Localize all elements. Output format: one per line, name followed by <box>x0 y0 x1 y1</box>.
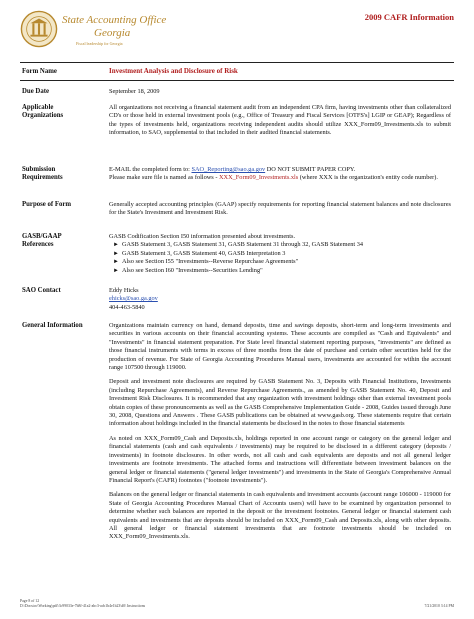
purpose-text: Generally accepted accounting principles (GAAP) specify requirements for reporting financial statement balances and note disclosures for the State's Investment and Investment Risk. <box>109 201 451 217</box>
due-date-value: September 18, 2009 <box>109 88 160 95</box>
general-info-label: General Information <box>22 322 83 329</box>
gasb-item: ► GASB Statement 3, GASB Statement 40, GASB Interpretation 3 <box>113 249 286 257</box>
bullet-icon: ► <box>113 250 119 257</box>
submission-email-link[interactable]: SAO_Reporting@sao.ga.gov <box>191 166 266 173</box>
form-name-label: Form Name <box>22 68 57 75</box>
file-name: XXX_Form09_Investments.xls <box>219 174 299 182</box>
file-prefix: Please make sure file is named as follows - <box>109 174 219 182</box>
contact-phone: 404-463-5840 <box>109 303 145 311</box>
purpose-label: Purpose of Form <box>22 201 72 208</box>
logo-org-name: State Accounting Office <box>62 14 167 26</box>
logo-state-name: Georgia <box>94 27 131 39</box>
logo-tagline: Fiscal leadership for Georgia <box>76 41 123 46</box>
cafr-header-label: 2009 CAFR Information <box>364 12 454 22</box>
general-paragraph-1: Organizations maintain currency on hand, demand deposits, time and savings deposits, short-term and long-term investments and securities in various accounts on their financial accounting systems. These accounts are compiled as "Cash and Equivalents" and "Investments" in financial statement preparation. For State level financial statement reporting purposes, "investments" are defined as those financial instruments with terms in excess of three months from the date of purchase and certain other securities held for the production of revenue. For State of Georgia Accounting Procedures Manual users, investments are accounted for within the account range 107500 through 119000. <box>109 322 451 372</box>
general-info-text <box>109 322 451 548</box>
gasb-intro: GASB Codification Section I50 information presented about investments. <box>109 233 296 240</box>
email-prefix: E-MAIL the completed form to: <box>109 166 192 173</box>
sao-contact-label: SAO Contact <box>22 287 61 294</box>
applicable-label: Applicable Organizations <box>22 104 64 120</box>
header-rule <box>20 62 454 63</box>
gasb-label: GASB/GAAP References <box>22 233 62 249</box>
georgia-seal-icon <box>20 10 58 48</box>
sao-logo <box>20 8 230 52</box>
bullet-icon: ► <box>113 242 119 249</box>
submission-label: Submission Requirements <box>22 166 63 182</box>
form-name-value: Investment Analysis and Disclosure of Risk <box>109 67 238 75</box>
gasb-section <box>109 233 451 275</box>
general-paragraph-2: Deposit and investment note disclosures are required by GASB Statement No. 3, Deposits with Financial Institutions, Investments (including Repurchase Agreements), and Reverse Repurchase Agreements., as amended by GASB Statement No. 40, Deposit and Investment Risk Disclosures. It is recommended that any organization with investment holdings other than external investment pools obtain copies of these pronouncements as well as the GASB Comprehensive Implementation Guide - 2008, Guides issued through June 30, 2008, Questions and Answers . These GASB publications can be obtained at www.gasb.org. These statements require that certain information about holdings included in the financial statements be disclosed in the notes to those financial statements <box>109 378 451 428</box>
page-footer <box>20 599 145 609</box>
sao-contact-block <box>109 287 451 312</box>
gasb-list <box>109 241 451 275</box>
gasb-item: ► Also see Section I55 "Investments--Reverse Repurchase Agreements" <box>113 258 299 266</box>
general-paragraph-4: Balances on the general ledger or financial statements in cash equivalents and investment accounts (account range 106000 - 119000 for State of Georgia Accounting Procedures Manual Chart of Accounts users) will have to be examined by organization personnel to determine whether such balances are reported in the deposit or the investment footnotes. General ledger or financial statement cash equivalents and investments that are deposits should be included on XXX_Form09_Cash and Deposits.xls, along with other deposits. All general ledger or financial statement investments that are footnote investments should be included on XXX_Form09_Investments.xls. <box>109 491 451 541</box>
due-date-label: Due Date <box>22 88 49 95</box>
bullet-icon: ► <box>113 267 119 274</box>
gasb-item: ► GASB Statement 3, GASB Statement 31, GASB Statement 31 through 32, GASB Statement 34 <box>113 241 364 249</box>
title-rule <box>20 80 454 81</box>
contact-name: Eddy Hicks <box>109 287 139 294</box>
bullet-icon: ► <box>113 259 119 266</box>
file-path: D:\Docstoc\Working\pdf\3c99033e-7b8f-41a2-abc3-acb1b4e1b23\d0\ Instructions <box>20 604 146 608</box>
gasb-item: ► Also see Section I60 "Investments--Securities Lending" <box>113 266 263 274</box>
contact-email-link[interactable]: ehicks@sao.ga.gov <box>109 295 158 303</box>
file-suffix: (where XXX is the organization's entity code number). <box>298 174 438 182</box>
page-number: Page 8 of 12 <box>20 599 40 603</box>
submission-text <box>109 166 451 183</box>
applicable-text: All organizations not receiving a financial statement audit from an independent CPA firm, having investments other than collateralized CD's or those held in external investment pools (e.g., Office of Treasury and Fiscal Services [OTFS's] LGIP or GEAP); Regardless of the types of investments held, organizations receiving independent audits should utilize XXX_Form09_Investments.xls to submit information, to SAO, supplemental to that included in their audited financial statements. <box>109 104 451 137</box>
footer-date: 7/21/2010 3:14 PM <box>424 604 454 608</box>
email-suffix: DO NOT SUBMIT PAPER COPY. <box>265 166 356 173</box>
general-paragraph-3: As noted on XXX_Form09_Cash and Deposits.xls, holdings reported in one account range or category on the general ledger and financial statements (cash and cash equivalents / investments) may be required to be disclosed in a different category (deposits / investments) in footnote disclosures. In other words, not all cash and cash equivalents are deposits and not all general ledger investments are footnote investments. The attached forms and instructions will differentiate between investment balances on the general ledger or financial statements ("general ledger investments") and investments in the State of Georgia's Comprehensive Annual Financial Report's (CAFR) footnotes ("footnote investments"). <box>109 434 451 484</box>
